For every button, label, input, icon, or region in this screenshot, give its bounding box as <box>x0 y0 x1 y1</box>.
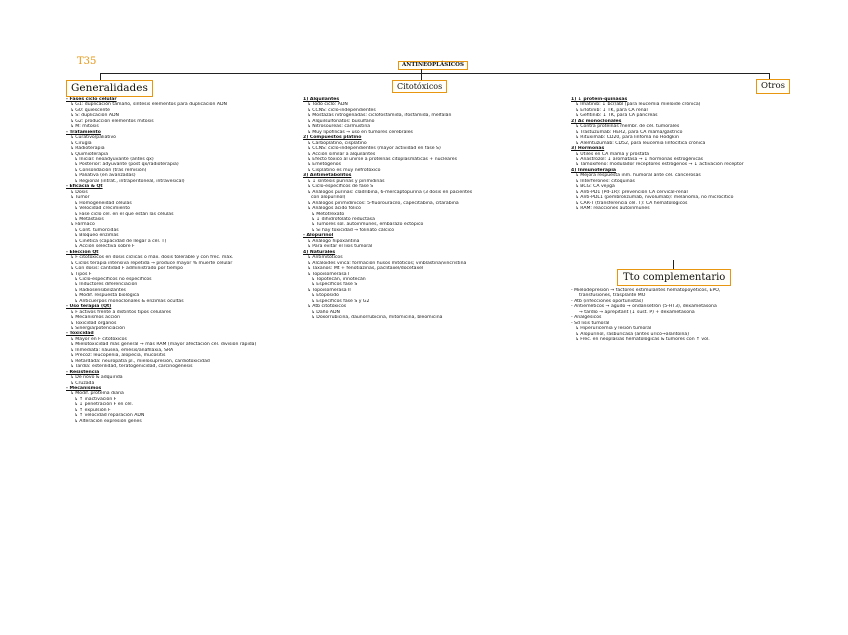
note-line: ↳ Efecto tóxico al unirse a proteínas citoplasmáticas + nucleares <box>307 156 457 162</box>
note-line: ↳ Doxorrubicina, daunorrubicina, mitomicina, bleomicina <box>311 315 443 321</box>
note-line: - Antieméticos → agudo → ondansetrón (5-HT3), dexametasona <box>571 304 717 310</box>
note-line: ↳ Atb citotóxicos <box>307 304 347 310</box>
note-line: ↳ Cruzada <box>70 380 95 386</box>
note-line: ↳ Acción selectiva sobre F <box>74 244 135 250</box>
note-line: ↳ Nitrosoureas: carmustina <box>307 124 371 130</box>
note-line: ↳ Todo ciclo: ADN <box>307 102 348 108</box>
note-line: ↳ Daño ADN <box>311 309 340 315</box>
note-line: ↳ Posterior: adyuvante (post qx/radioterapia) <box>74 162 179 168</box>
note-line: ↳ Alteración expresión genes <box>74 418 142 424</box>
note-line: ↳ Alquilsulfonatos: busulfano <box>307 118 375 124</box>
branch-citotoxicos: Citotóxicos <box>392 80 447 93</box>
note-line: ↳ Bloqueo enzimas <box>74 233 119 239</box>
note-line: ↳ Frec. en neoplasias hematológicas & tumores con ↑ vol. <box>575 337 710 343</box>
note-line: → tardío → aprepitant (↓ sust. P) + dexametasona <box>579 309 695 315</box>
note-line: ↳ Velocidad crecimiento <box>74 206 130 212</box>
note-line: 1) Alquilantes <box>303 97 340 102</box>
note-line: ↳ Interferones: citoquinas <box>575 178 635 184</box>
note-line: ↳ Cisplatino es muy nefrotóxico <box>307 167 381 173</box>
branch-tto-complementario: Tto complementario <box>617 269 731 286</box>
note-line: - Uso terapia (Qt) <box>66 304 112 310</box>
note-line: ↳ Sinergia/potenciación <box>70 326 126 332</box>
note-line: ↳ Hiperuricemia y lesión tumoral <box>575 326 652 332</box>
note-line: ↳ Precoz: leucopenia, alopecia, mucositis <box>70 353 166 359</box>
note-line: ↳ ↑ velocidad reparación ADN <box>74 413 145 419</box>
note-line: ↳ Contra proteínas membr. de cél. tumorales <box>575 124 680 130</box>
note-line: ↳ Alopurinol, rasburicasa (antes urico→alantoína) <box>575 331 690 337</box>
note-line: ↳ Mayor en F citotóxicos <box>70 336 127 342</box>
note-line: ↳ Etopósido <box>311 293 339 299</box>
note-line: ↳ Inductores diferenciación <box>74 282 138 288</box>
connector-sub <box>673 260 674 269</box>
note-line: ↳ Metástasis <box>74 216 104 222</box>
note-line: 1) ↓ protein-quinasas <box>571 97 628 102</box>
note-line: ↳ ↑ inactivación F <box>74 396 117 402</box>
note-line: ↳ M: mitosis <box>70 124 99 130</box>
note-line: ↳ Curativo/paliativo <box>70 135 116 141</box>
note-line: ↳ ↓ síntesis purinas y pirimidinas <box>307 178 385 184</box>
note-line: ↳ Consolidación (tras remisión) <box>74 167 147 173</box>
note-line: 4) Inmunoterapia <box>571 167 616 173</box>
note-line: ↳ CAR-T (transferencia cél. T): CA hematológicos <box>575 200 688 206</box>
note-line: ↳ Tumor <box>70 195 90 201</box>
note-line: ↳ Tamoxifeno: modulador receptores estrógenos → ↓ activación receptor <box>575 162 744 168</box>
note-line: 4) Naturales <box>303 249 336 255</box>
note-line: ↳ Tumores sol. autoinmunes, embarazo ectópico <box>311 222 424 228</box>
note-line: - Analgésicos <box>571 315 602 321</box>
note-line: - Atb (infecciones oportunistas) <box>571 298 644 304</box>
note-line: - Alopurinol <box>303 233 334 239</box>
note-line: ↳ Mielotoxicidad más general → más RAM (mayor afectación cél. división rápida) <box>70 342 257 348</box>
note-line: - Eficacia & Qt <box>66 184 103 190</box>
note-line: ↳ Topoisomerasa II <box>307 287 351 293</box>
map-title: ANTINEOPLÁSICOS <box>398 61 468 70</box>
note-line: ↳ De novo & adquirida <box>70 375 123 381</box>
note-line: ↳ Imatinib: ↓ bcr/abl (para leucemia mieloide crónica) <box>575 102 701 108</box>
note-line: ↳ F activos frente a distintos tipos celulares <box>70 309 172 315</box>
note-line: ↳ S: duplicación ADN <box>70 113 119 119</box>
note-line: ↳ Rituximab: CD20, para linfoma no Hodgkin <box>575 135 679 141</box>
note-line: ↳ RAM: reacciones autoinmunes <box>575 206 650 212</box>
citotoxicos-notes <box>303 97 558 467</box>
connector-horizontal <box>100 73 770 74</box>
note-line: 3) Hormonas <box>571 146 605 152</box>
note-line: ↳ Análogos purinas: cladribina, 6-mercaptopurina (3 dosis en pacientes <box>307 189 473 195</box>
note-line: 2) Ac monoclonales <box>571 118 622 124</box>
note-line: ↳ Modif. proteína diana <box>70 391 124 397</box>
note-line: - Tratamiento <box>66 129 101 135</box>
note-line: ↳ Cinética (capacidad de llegar a cél. T) <box>74 238 167 244</box>
note-line: - Mielodepresión → factores estimulantes hematopoyéticos, EPO, <box>571 288 721 293</box>
note-line: 2) Compuestos platino <box>303 135 362 141</box>
note-line: ↳ Anti-PDL1 (pembrolizumab, nivolumab): melanoma, no microcítico <box>575 195 734 201</box>
note-line: ↳ Cirugía <box>70 140 92 146</box>
note-line: ↳ Si hay toxicidad → folinato cálcico <box>311 227 395 233</box>
note-line: ↳ Metotrexato <box>311 211 345 217</box>
branch-generalidades: Generalidades <box>66 80 153 97</box>
note-line: ↳ Para evitar el lisis tumoral <box>307 244 373 250</box>
note-line: ↳ Fase ciclo cel. en el que están las células <box>74 211 174 217</box>
note-line: ↳ Específicos fase S <box>311 282 358 288</box>
note-line: ↳ Muy lipofílicas → uso en tumores cerebrales <box>307 129 413 135</box>
note-line: ↳ Análogo hipoxantina <box>307 238 360 244</box>
note-line: ↳ Fármaco <box>70 222 95 228</box>
note-line: ↳ Anti-PD1 (Pd-1R): prevención CA cervical-renal <box>575 189 688 195</box>
note-line: con alopurinol) <box>311 195 346 201</box>
note-line: ↳ Homogeneidad células <box>74 200 132 206</box>
note-line: ↳ Cont. tumorcidas <box>74 227 119 233</box>
branch-otros: Otros <box>756 79 790 94</box>
note-line: ↳ Toxicidad órganos <box>70 320 117 326</box>
note-line: ↳ Antimitóticos <box>307 255 343 261</box>
note-line: ↳ Tipos F <box>70 271 92 277</box>
note-line: ↳ Topoisomerasa I <box>307 271 350 277</box>
note-line: ↳ Topotecán, irinotecán <box>311 276 366 282</box>
note-line: - Fases ciclo celular <box>66 97 117 102</box>
note-line: ↳ G0: quiescente <box>70 107 111 113</box>
note-line: - Toxicidad <box>66 331 94 337</box>
note-line: ↳ ↓ dihidrofolato reductasa <box>311 216 375 222</box>
note-line: ↳ Paliativa (en avanzadas) <box>74 173 136 179</box>
note-line: 3) Antimetabolitos <box>303 173 352 179</box>
note-line: ↳ Carboplatino, cisplatino <box>307 140 367 146</box>
generalidades-notes <box>66 97 301 537</box>
note-line: ↳ Anastrozol: ↓ aromatasa → ↓ hormonas estrogénicas <box>575 156 704 162</box>
note-line: ↳ Gefitinib: ↓ TK, para CA páncreas <box>575 113 658 119</box>
note-line: ↳ Ciclos terapia intensiva repetida → produce mayor % muerte celular <box>70 260 233 266</box>
note-line: ↳ G2: producción elementos mitosis <box>70 118 154 124</box>
note-line: ↳ Quimioterapia <box>70 151 109 157</box>
note-line: ↳ Análogos pirimidínicos: 5-fluorouracilo, capecitabina, citarabina <box>307 200 459 206</box>
note-line: ↳ Radioterapia <box>70 146 105 152</box>
note-line: ↳ ↓ penetración F en cél. <box>74 402 133 408</box>
note-line: ↳ Mejora respuesta inm. humoral ante cél. cancerosas <box>575 173 701 179</box>
note-line: ↳ Dosis <box>70 189 88 195</box>
note-line: ↳ Modif. respuesta biológica <box>74 293 140 299</box>
note-line: ↳ Mecanismos acción <box>70 315 121 321</box>
note-line: ↳ Acción similar a alquilantes <box>307 151 376 157</box>
note-line: ↳ Con dosis: cantidad F administrado por tiempo <box>70 266 183 272</box>
note-line: ↳ Alemtuzumab: CD52, para leucemia linfocítica crónica <box>575 140 706 146</box>
note-line: ↳ CCNS: ciclo-independientes <box>307 107 376 113</box>
note-line: ↳ Útiles en CA mama y próstata <box>575 151 650 157</box>
note-line: ↳ Tardía: esterilidad, teratogenicidad, carcinogénesis <box>70 364 193 370</box>
otros-notes <box>571 97 821 257</box>
note-line: ↳ CCNS: ciclo-independientes (mayor actividad en fase S) <box>307 146 441 152</box>
note-line: ↳ Análogos ácido fólico <box>307 206 361 212</box>
page-tag: T35 <box>77 56 97 67</box>
note-line: ↳ F citotóxicos en dosis cíclicas o máx. dosis tolerable y con frec. máx. <box>70 255 234 261</box>
note-line: - Sd lisis tumoral <box>571 320 610 326</box>
note-line: ↳ Alcaloides vinca: formación husos mitóticos; vinblastina/vincristina <box>307 260 467 266</box>
note-line: ↳ Regional (intrat., intraperitoneal, intravesical) <box>74 178 185 184</box>
note-line: ↳ G1: duplicación tamaño, síntesis elementos para duplicación ADN <box>70 102 227 108</box>
tto-complementario-notes <box>571 288 821 368</box>
note-line: ↳ Específicos fase S y G2 <box>311 298 370 304</box>
note-line: ↳ BCG: CA vejiga <box>575 184 615 190</box>
note-line: ↳ Anticuerpos monoclonales & enzimas ocultas <box>74 298 184 304</box>
note-line: ↳ Inicial: neoadyuvante (antes qx) <box>74 156 154 162</box>
note-line: ↳ Emetógenos <box>307 162 341 168</box>
note-line: - Mecanismos <box>66 386 102 392</box>
note-line: ↳ Trastuzumab: HER2, para CA mama/gástrico <box>575 129 683 135</box>
note-line: - Elección Qt <box>66 249 99 255</box>
note-line: ↳ Mostazas nitrogenadas: ciclofosfamida, ifosfamida, melfalán <box>307 113 452 119</box>
note-line: ↳ ↑ expulsión F <box>74 407 111 413</box>
note-line: ↳ Taxanos: Mt + fenotiazinas, paclitaxel/docetaxel <box>307 266 424 272</box>
note-line: - Resistencia <box>66 369 100 375</box>
note-line: ↳ Ciclo-específicos de fase S <box>307 184 374 190</box>
note-line: ↳ Radiosensibilizantes <box>74 287 126 293</box>
note-line: ↳ Ciclo-específicos no específicos <box>74 276 152 282</box>
note-line: ↳ Retardada: neuropatía pl., mielosupresión, cardiotoxicidad <box>70 358 210 364</box>
note-line: transfusiones, trasplante MO <box>579 293 646 299</box>
note-line: ↳ Erlotinib: ↓ TK, para CA renal <box>575 107 648 113</box>
note-line: ↳ Inmediata: náusea, emésis/anafilaxia, SRA <box>70 347 174 353</box>
